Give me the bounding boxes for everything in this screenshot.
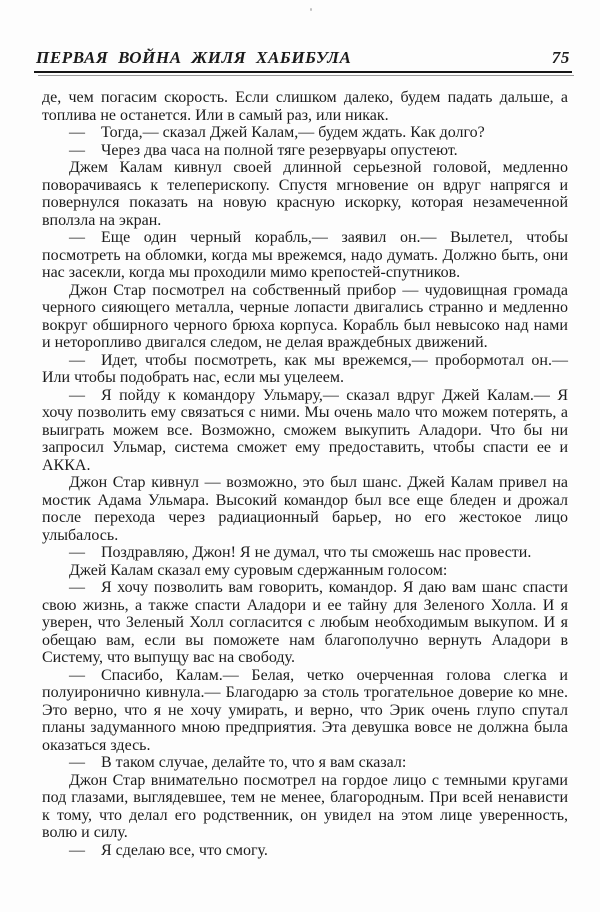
dialogue-paragraph: — Тогда,— сказал Джей Калам,— будем ждать. Как долго? [69, 124, 485, 141]
header-rule-secondary [38, 75, 574, 76]
dialogue-paragraph: — В таком случае, делайте то, что я вам сказал: [69, 754, 407, 771]
dialogue-paragraph: — Я пойду к командору Ульмару,— сказал вдруг Джей Калам.— Я хочу позволить ему связаться с ними. Мы очень мало что можем потерять, а выиграть можем все. Возможно, сможем выкупить Аладори. Что бы ни запросил Ульмар, система сможет ему предоставить, чтобы спасти ее и АККА. [42, 386, 568, 474]
paragraph: де, чем погасим скорость. Если слишком далеко, будем падать дальше, а топлива не останется. Или в самый раз, или никак. [42, 89, 568, 124]
dialogue-paragraph: — Спасибо, Калам.— Белая, четко очерченная голова слегка и полуиронично кивнула.— Благодарю за столь трогательное доверие ко мне. Это верно, что я не хочу умирать, и верно, что Эрик очень глупо спутал планы задуманного мною предприятия. Эта девушка вовсе не должна была оказаться здесь. [42, 666, 568, 754]
dialogue-paragraph: — Я сделаю все, что смогу. [69, 841, 268, 859]
paragraph: Джей Калам сказал ему суровым сдержанным голосом: [69, 561, 448, 579]
running-head [36, 48, 570, 68]
dialogue-paragraph: — Через два часа на полной тяге резервуары опустеют. [69, 141, 458, 159]
page-text [42, 89, 568, 859]
paragraph: Джон Стар посмотрел на собственный прибор — чудовищная громада черного сияющего металла, черные лопасти двигались странно и медленно вокруг обширного черного брюха корпуса. Корабль был невысоко над нами и неторопливо двигался следом, не делая враждебных движений. [42, 281, 568, 351]
dialogue-paragraph: — Идет, чтобы посмотреть, как мы врежемся,— пробормотал он.— Или чтобы подобрать нас, если мы уцелеем. [42, 351, 568, 386]
paragraph: Джон Стар внимательно посмотрел на гордое лицо с темными кругами под глазами, выглядевшее, тем не менее, благородным. При всей ненависти к тому, что делал его родственник, он увидел на этом лице уверенность, волю и силу. [42, 771, 568, 841]
dialogue-paragraph: — Я хочу позволить вам говорить, командор. Я даю вам шанс спасти свою жизнь, а также спасти Аладори и ее тайну для Зеленого Холла. И я уверен, что Зеленый Холл согласится с любым необходимым выкупом. И я обещаю вам, если вы поможете нам благополучно вернуть Аладори в Систему, что выпущу вас на свободу. [42, 579, 568, 666]
dialogue-paragraph: — Поздравляю, Джон! Я не думал, что ты сможешь нас провести. [69, 544, 532, 561]
chapter-title: ПЕРВАЯ ВОЙНА ЖИЛЯ ХАБИБУЛА [36, 48, 352, 67]
scan-speck [310, 8, 312, 11]
page-number: 75 [551, 48, 570, 67]
paragraph: Джем Калам кивнул своей длинной серьезной головой, медленно поворачиваясь к телеперископу. Спустя мгновение он вдруг напрягся и повернулся показать на новую красную искорку, которая незамеченной вползла на экран. [42, 159, 568, 229]
header-rule [34, 71, 572, 73]
dialogue-paragraph: — Еще один черный корабль,— заявил он.— Вылетел, чтобы посмотреть на обломки, когда мы врежемся, надо думать. Должно быть, они нас засекли, когда мы проходили мимо крепостей-спутников. [42, 229, 568, 281]
paragraph: Джон Стар кивнул — возможно, это был шанс. Джей Калам привел на мостик Адама Ульмара. Высокий командор был все еще бледен и дрожал после перехода через радиационный барьер, но его жестокое лицо улыбалось. [42, 474, 568, 544]
scan-speck [236, 851, 239, 853]
